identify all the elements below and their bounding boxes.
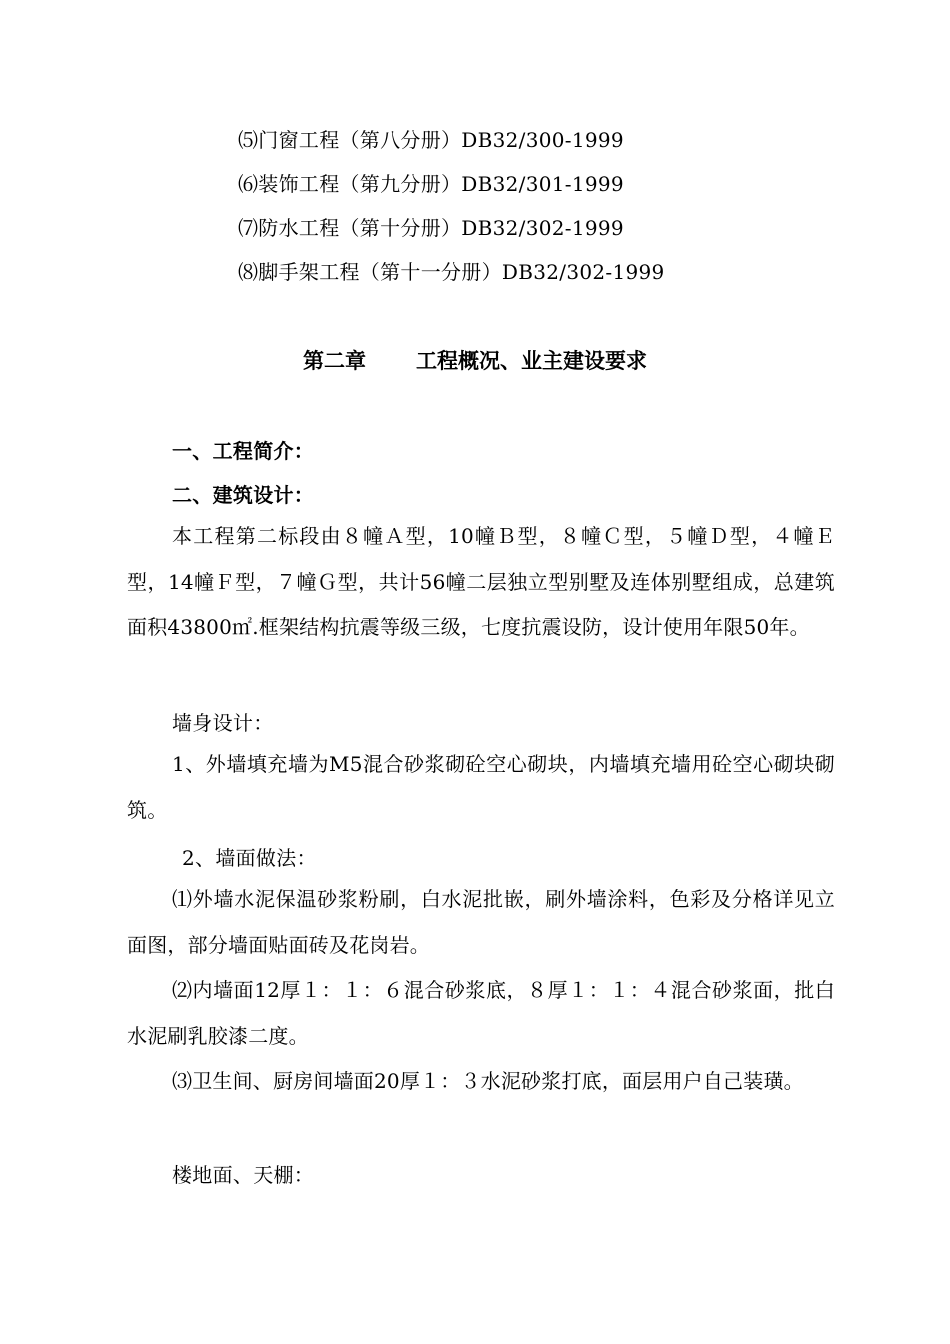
- chapter-number: 第二章: [303, 349, 366, 373]
- floor-ceiling-heading: 楼地面、天棚：: [172, 1163, 315, 1187]
- standard-item-6: ⑹装饰工程（第九分册）DB32/301-1999: [238, 172, 624, 196]
- wall-item-1: 1、外墙填充墙为M5混合砂浆砌砼空心砌块，内墙填充墙用砼空心砌块砌筑。: [127, 752, 835, 822]
- section-heading-design: 二、建筑设计：: [172, 483, 315, 507]
- wall-item-2-1: ⑴外墙水泥保温砂浆粉刷，白水泥批嵌，刷外墙涂料，色彩及分格详见立面图，部分墙面贴面砖及花岗岩。: [127, 887, 835, 957]
- chapter-heading: 工程概况、业主建设要求: [416, 349, 647, 373]
- wall-item-2-heading: 2、墙面做法：: [182, 846, 317, 870]
- wall-item-2-2: ⑵内墙面12厚１：１：６混合砂浆底，８厚１：１：４混合砂浆面，批白水泥刷乳胶漆二度。: [127, 978, 835, 1048]
- design-paragraph: 本工程第二标段由８幢Ａ型，10幢Ｂ型，８幢Ｃ型，５幢Ｄ型，４幢Ｅ型，14幢Ｆ型，７幢Ｇ型，共计56幢二层独立型别墅及连体别墅组成，总建筑面积43800㎡.框架结构抗震等级三级，七度抗震设防，设计使用年限50年。: [127, 524, 835, 639]
- standard-item-5: ⑸门窗工程（第八分册）DB32/300-1999: [238, 128, 624, 152]
- wall-design-heading: 墙身设计：: [172, 711, 274, 735]
- standard-item-7: ⑺防水工程（第十分册）DB32/302-1999: [238, 216, 624, 240]
- chapter-title: [0, 346, 950, 376]
- section-heading-intro: 一、工程简介：: [172, 439, 315, 463]
- standard-item-8: ⑻脚手架工程（第十一分册）DB32/302-1999: [238, 260, 665, 284]
- wall-item-2-3: ⑶卫生间、厨房间墙面20厚１：３水泥砂浆打底，面层用户自己装璜。: [172, 1069, 804, 1093]
